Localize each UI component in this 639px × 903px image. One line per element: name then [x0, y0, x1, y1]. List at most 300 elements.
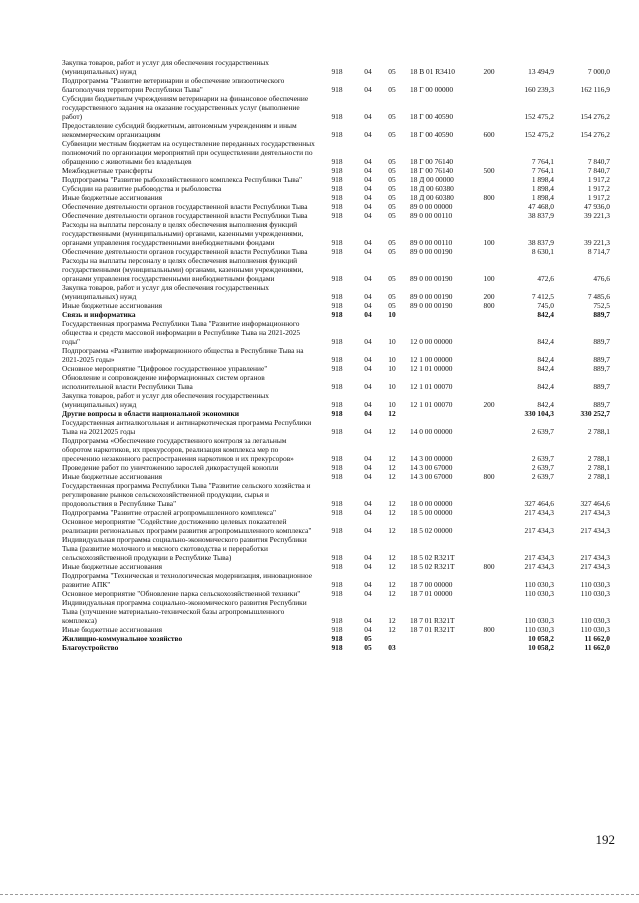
row-rz: 04 — [364, 310, 372, 319]
row-pr: 12 — [388, 616, 396, 625]
row-vr: 600 — [483, 130, 495, 139]
table-row — [62, 481, 610, 508]
row-amount-2022: 162 116,9 — [580, 85, 610, 94]
row-rz: 04 — [364, 130, 372, 139]
row-name: Подпрограмма "Техническая и технологическая модернизация, инновационное развитие АПК" — [62, 571, 312, 589]
row-gr: 918 — [331, 472, 343, 481]
table-row — [62, 193, 610, 202]
row-rz: 04 — [364, 526, 372, 535]
row-pr: 12 — [388, 472, 396, 481]
row-gr: 918 — [331, 427, 343, 436]
row-pr: 10 — [388, 364, 396, 373]
table-row — [62, 76, 610, 94]
table-row — [62, 517, 610, 535]
row-amount-2021: 217 434,3 — [524, 526, 554, 535]
table-row — [62, 598, 610, 625]
row-gr: 918 — [331, 337, 343, 346]
row-rz: 04 — [364, 580, 372, 589]
row-rz: 04 — [364, 409, 372, 418]
row-amount-2021: 842,4 — [537, 382, 554, 391]
row-csr: 12 1 00 00000 — [410, 355, 453, 364]
table-row — [62, 418, 610, 436]
row-amount-2021: 1 898,4 — [531, 184, 554, 193]
row-vr: 200 — [483, 67, 495, 76]
row-amount-2022: 2 788,1 — [587, 463, 610, 472]
row-amount-2021: 7 764,1 — [531, 157, 554, 166]
table-row — [62, 175, 610, 184]
row-pr: 12 — [388, 454, 396, 463]
row-csr: 89 0 00 00000 — [410, 202, 453, 211]
table-row — [62, 58, 610, 76]
row-rz: 04 — [364, 454, 372, 463]
row-csr: 18 Г 00 40590 — [410, 130, 454, 139]
table-row — [62, 247, 610, 256]
row-csr: 18 Г 00 00000 — [410, 85, 454, 94]
table-row — [62, 463, 610, 472]
row-gr: 918 — [331, 355, 343, 364]
row-rz: 04 — [364, 508, 372, 517]
row-amount-2021: 842,4 — [537, 310, 554, 319]
row-pr: 05 — [388, 112, 396, 121]
row-gr: 918 — [331, 166, 343, 175]
row-amount-2022: 889,7 — [593, 310, 610, 319]
row-gr: 918 — [331, 643, 343, 652]
row-csr: 18 Г 00 76140 — [410, 157, 454, 166]
row-amount-2022: 110 030,3 — [580, 616, 610, 625]
row-name: Субсидии бюджетным учреждениям ветеринарии на финансовое обеспечение государственного задания на оказание государственных услуг (выполнение работ) — [62, 94, 309, 121]
table-row — [62, 571, 610, 589]
row-pr: 10 — [388, 382, 396, 391]
row-vr: 800 — [483, 301, 495, 310]
row-gr: 918 — [331, 499, 343, 508]
row-amount-2021: 330 104,3 — [524, 409, 554, 418]
table-row — [62, 562, 610, 571]
row-gr: 918 — [331, 85, 343, 94]
row-csr: 18 5 02 R321Т — [410, 562, 455, 571]
row-rz: 04 — [364, 427, 372, 436]
row-csr: 18 5 02 R321Т — [410, 553, 455, 562]
row-amount-2021: 152 475,2 — [524, 112, 554, 121]
row-rz: 04 — [364, 211, 372, 220]
row-amount-2021: 110 030,3 — [524, 625, 554, 634]
row-name: Благоустройство — [62, 643, 119, 652]
row-pr: 05 — [388, 211, 396, 220]
row-rz: 04 — [364, 625, 372, 634]
row-rz: 04 — [364, 67, 372, 76]
row-rz: 04 — [364, 85, 372, 94]
row-csr: 14 3 00 67000 — [410, 463, 453, 472]
row-pr: 05 — [388, 202, 396, 211]
row-pr: 12 — [388, 427, 396, 436]
row-amount-2022: 1 917,2 — [587, 175, 610, 184]
table-row — [62, 319, 610, 346]
row-amount-2022: 889,7 — [593, 355, 610, 364]
row-name: Основное мероприятие "Цифровое государственное управление" — [62, 364, 268, 373]
row-gr: 918 — [331, 193, 343, 202]
row-pr: 05 — [388, 292, 396, 301]
row-pr: 12 — [388, 625, 396, 634]
row-gr: 918 — [331, 202, 343, 211]
row-amount-2021: 47 468,0 — [528, 202, 554, 211]
row-amount-2022: 217 434,3 — [580, 526, 610, 535]
table-row — [62, 346, 610, 364]
row-csr: 18 7 00 00000 — [410, 580, 453, 589]
row-amount-2022: 2 788,1 — [587, 427, 610, 436]
row-name: Закупка товаров, работ и услуг для обеспечения государственных (муниципальных) нужд — [62, 391, 269, 409]
row-rz: 04 — [364, 166, 372, 175]
row-gr: 918 — [331, 400, 343, 409]
row-amount-2022: 7 840,7 — [587, 166, 610, 175]
table-row — [62, 373, 610, 391]
row-amount-2022: 217 434,3 — [580, 508, 610, 517]
row-rz: 04 — [364, 247, 372, 256]
row-gr: 918 — [331, 157, 343, 166]
row-pr: 12 — [388, 508, 396, 517]
footer-divider — [0, 894, 639, 895]
row-rz: 04 — [364, 175, 372, 184]
row-amount-2021: 7 764,1 — [531, 166, 554, 175]
row-name: Связь и информатика — [62, 310, 136, 319]
table-row — [62, 643, 610, 652]
table-row — [62, 301, 610, 310]
table-row — [62, 391, 610, 409]
table-row — [62, 121, 610, 139]
row-rz: 04 — [364, 238, 372, 247]
row-amount-2021: 1 898,4 — [531, 193, 554, 202]
row-vr: 800 — [483, 562, 495, 571]
row-pr: 05 — [388, 130, 396, 139]
table-row — [62, 283, 610, 301]
row-name: Подпрограмма «Развитие информационного общества в Республике Тыва на 2021-2025 годы» — [62, 346, 304, 364]
row-name: Закупка товаров, работ и услуг для обеспечения государственных (муниципальных) нужд — [62, 58, 269, 76]
row-gr: 918 — [331, 130, 343, 139]
row-name: Обновление и сопровождение информационных систем органов исполнительной власти Республики Тыва — [62, 373, 265, 391]
row-name: Обеспечение деятельности органов государственной власти Республики Тыва — [62, 211, 308, 220]
row-gr: 918 — [331, 184, 343, 193]
row-amount-2022: 7 485,6 — [587, 292, 610, 301]
row-pr: 10 — [388, 400, 396, 409]
row-gr: 918 — [331, 112, 343, 121]
row-rz: 04 — [364, 463, 372, 472]
row-csr: 18 Д 00 60380 — [410, 193, 454, 202]
row-name: Субсидии на развитие рыбоводства и рыболовства — [62, 184, 222, 193]
row-pr: 12 — [388, 562, 396, 571]
row-amount-2022: 110 030,3 — [580, 625, 610, 634]
row-rz: 04 — [364, 382, 372, 391]
row-amount-2021: 38 837,9 — [528, 238, 554, 247]
row-name: Подпрограмма "Развитие ветеринарии и обеспечение эпизоотического благополучия территории Республики Тыва" — [62, 76, 285, 94]
row-gr: 918 — [331, 589, 343, 598]
table-row — [62, 472, 610, 481]
row-rz: 04 — [364, 499, 372, 508]
row-amount-2022: 327 464,6 — [580, 499, 610, 508]
row-pr: 12 — [388, 580, 396, 589]
row-csr: 18 7 01 R321Т — [410, 616, 455, 625]
row-amount-2021: 2 639,7 — [531, 454, 554, 463]
row-gr: 918 — [331, 409, 343, 418]
table-row — [62, 364, 610, 373]
row-amount-2021: 110 030,3 — [524, 589, 554, 598]
row-name: Иные бюджетные ассигнования — [62, 472, 163, 481]
row-gr: 918 — [331, 562, 343, 571]
row-gr: 918 — [331, 247, 343, 256]
table-row — [62, 508, 610, 517]
row-gr: 918 — [331, 526, 343, 535]
row-gr: 918 — [331, 364, 343, 373]
row-amount-2022: 154 276,2 — [580, 112, 610, 121]
row-rz: 05 — [364, 643, 372, 652]
row-pr: 05 — [388, 166, 396, 175]
row-name: Другие вопросы в области национальной экономики — [62, 409, 240, 418]
row-amount-2022: 330 252,7 — [580, 409, 610, 418]
row-gr: 918 — [331, 634, 343, 643]
row-pr: 12 — [388, 526, 396, 535]
row-rz: 04 — [364, 184, 372, 193]
row-name: Проведение работ по уничтожению зарослей дикорастущей конопли — [62, 463, 279, 472]
row-amount-2021: 10 058,2 — [528, 634, 554, 643]
row-pr: 12 — [388, 463, 396, 472]
row-gr: 918 — [331, 616, 343, 625]
row-rz: 04 — [364, 562, 372, 571]
row-pr: 05 — [388, 274, 396, 283]
row-csr: 18 Г 00 76140 — [410, 166, 454, 175]
table-row — [62, 409, 610, 418]
table-row — [62, 139, 610, 166]
row-csr: 18 5 00 00000 — [410, 508, 453, 517]
row-name: Субвенции местным бюджетам на осуществление переданных государственных полномочий по организации мероприятий при осуществлении деятельности по обращению с животными без владельцев — [62, 139, 315, 166]
row-amount-2021: 2 639,7 — [531, 427, 554, 436]
row-name: Подпрограмма "Развитие отраслей агропромышленного комплекса" — [62, 508, 277, 517]
row-csr: 18 7 01 R321Т — [410, 625, 455, 634]
row-name: Иные бюджетные ассигнования — [62, 625, 163, 634]
table-row — [62, 310, 610, 319]
row-csr: 14 3 00 00000 — [410, 454, 453, 463]
row-amount-2021: 1 898,4 — [531, 175, 554, 184]
row-vr: 200 — [483, 400, 495, 409]
row-amount-2022: 1 917,2 — [587, 184, 610, 193]
row-amount-2022: 889,7 — [593, 382, 610, 391]
row-amount-2021: 13 494,9 — [528, 67, 554, 76]
row-amount-2022: 889,7 — [593, 364, 610, 373]
row-amount-2022: 1 917,2 — [587, 193, 610, 202]
row-amount-2022: 7 000,0 — [587, 67, 610, 76]
row-pr: 05 — [388, 85, 396, 94]
row-amount-2021: 217 434,3 — [524, 508, 554, 517]
row-amount-2021: 842,4 — [537, 400, 554, 409]
row-amount-2022: 2 788,1 — [587, 454, 610, 463]
row-gr: 918 — [331, 211, 343, 220]
row-pr: 10 — [388, 310, 396, 319]
table-row — [62, 436, 610, 463]
row-name: Расходы на выплаты персоналу в целях обеспечения выполнения функций государственными (муниципальными) органами, казенными учреждениями, органами управления государственными внебюджетными фондами — [62, 220, 304, 247]
row-gr: 918 — [331, 508, 343, 517]
row-amount-2021: 8 630,1 — [531, 247, 554, 256]
row-pr: 05 — [388, 184, 396, 193]
row-vr: 200 — [483, 292, 495, 301]
row-csr: 89 0 00 00190 — [410, 247, 453, 256]
row-amount-2022: 154 276,2 — [580, 130, 610, 139]
row-rz: 04 — [364, 193, 372, 202]
row-amount-2021: 327 464,6 — [524, 499, 554, 508]
row-gr: 918 — [331, 310, 343, 319]
row-rz: 04 — [364, 589, 372, 598]
row-amount-2021: 472,6 — [537, 274, 554, 283]
row-name: Основное мероприятие "Обновление парка сельскохозяйственной техники" — [62, 589, 301, 598]
row-csr: 12 1 01 00070 — [410, 400, 453, 409]
row-amount-2022: 889,7 — [593, 400, 610, 409]
row-pr: 05 — [388, 175, 396, 184]
row-name: Государственная антиалкогольная и антинаркотическая программа Республики Тыва на 20212025 годы — [62, 418, 312, 436]
table-row — [62, 256, 610, 283]
row-gr: 918 — [331, 580, 343, 589]
row-amount-2021: 842,4 — [537, 364, 554, 373]
table-row — [62, 94, 610, 121]
row-pr: 05 — [388, 247, 396, 256]
row-amount-2021: 745,0 — [537, 301, 554, 310]
row-gr: 918 — [331, 175, 343, 184]
table-row — [62, 202, 610, 211]
row-amount-2022: 11 662,0 — [584, 634, 610, 643]
row-amount-2022: 47 936,0 — [584, 202, 610, 211]
row-rz: 04 — [364, 364, 372, 373]
row-name: Иные бюджетные ассигнования — [62, 562, 163, 571]
budget-table — [62, 58, 610, 652]
row-gr: 918 — [331, 553, 343, 562]
row-pr: 10 — [388, 337, 396, 346]
row-rz: 04 — [364, 202, 372, 211]
row-amount-2021: 160 239,3 — [524, 85, 554, 94]
row-amount-2022: 11 662,0 — [584, 643, 610, 652]
row-gr: 918 — [331, 463, 343, 472]
row-vr: 500 — [483, 166, 495, 175]
row-gr: 918 — [331, 67, 343, 76]
row-amount-2022: 217 434,3 — [580, 562, 610, 571]
table-row — [62, 166, 610, 175]
row-vr: 800 — [483, 625, 495, 634]
row-rz: 04 — [364, 157, 372, 166]
row-amount-2021: 2 639,7 — [531, 463, 554, 472]
row-gr: 918 — [331, 301, 343, 310]
row-amount-2021: 10 058,2 — [528, 643, 554, 652]
row-name: Межбюджетные трансферты — [62, 166, 153, 175]
row-csr: 14 0 00 00000 — [410, 427, 453, 436]
row-name: Подпрограмма «Обеспечение государственного контроля за легальным оборотом наркотиков, их прекурсоров, реализация комплекса мер по пресечению незаконного распространения наркотиков и их прекурсоров» — [62, 436, 294, 463]
row-rz: 04 — [364, 553, 372, 562]
row-csr: 18 5 02 00000 — [410, 526, 453, 535]
row-amount-2022: 39 221,3 — [584, 211, 610, 220]
row-amount-2021: 110 030,3 — [524, 616, 554, 625]
row-pr: 05 — [388, 67, 396, 76]
row-csr: 18 Д 00 00000 — [410, 175, 454, 184]
row-vr: 100 — [483, 274, 495, 283]
table-row — [62, 220, 610, 247]
table-row — [62, 589, 610, 598]
row-pr: 05 — [388, 301, 396, 310]
row-csr: 18 0 00 00000 — [410, 499, 453, 508]
row-amount-2022: 889,7 — [593, 337, 610, 346]
row-name: Обеспечение деятельности органов государственной власти Республики Тыва — [62, 202, 308, 211]
row-amount-2021: 7 412,5 — [531, 292, 554, 301]
table-row — [62, 211, 610, 220]
row-amount-2022: 217 434,3 — [580, 553, 610, 562]
row-csr: 89 0 00 00190 — [410, 274, 453, 283]
row-name: Подпрограмма "Развитие рыбохозяйственного комплекса Республики Тыва" — [62, 175, 302, 184]
row-gr: 918 — [331, 292, 343, 301]
row-gr: 918 — [331, 382, 343, 391]
row-gr: 918 — [331, 454, 343, 463]
row-pr: 12 — [388, 409, 396, 418]
row-rz: 04 — [364, 337, 372, 346]
row-csr: 89 0 00 00110 — [410, 211, 453, 220]
row-csr: 12 0 00 00000 — [410, 337, 453, 346]
table-row — [62, 184, 610, 193]
row-name: Предоставление субсидий бюджетным, автономным учреждениям и иным некоммерческим организациям — [62, 121, 297, 139]
row-csr: 18 7 01 00000 — [410, 589, 453, 598]
row-amount-2022: 2 788,1 — [587, 472, 610, 481]
row-csr: 18 Д 00 60380 — [410, 184, 454, 193]
row-amount-2021: 217 434,3 — [524, 562, 554, 571]
row-name: Государственная программа Республики Тыва "Развитие информационного общества и средств массовой информации в Республике Тыва на 2021-2025 годы" — [62, 319, 301, 346]
row-pr: 05 — [388, 238, 396, 247]
row-pr: 12 — [388, 553, 396, 562]
row-gr: 918 — [331, 238, 343, 247]
row-name: Индивидуальная программа социально-экономического развития Республики Тыва (развитие молочного и мясного скотоводства и переработки сельскохозяйственной продукции в Республике Тыва) — [62, 535, 307, 562]
row-rz: 04 — [364, 400, 372, 409]
row-name: Иные бюджетные ассигнования — [62, 193, 163, 202]
row-amount-2022: 752,5 — [593, 301, 610, 310]
row-gr: 918 — [331, 274, 343, 283]
row-amount-2021: 2 639,7 — [531, 472, 554, 481]
row-pr: 12 — [388, 589, 396, 598]
row-gr: 918 — [331, 625, 343, 634]
row-rz: 04 — [364, 292, 372, 301]
row-csr: 89 0 00 00190 — [410, 301, 453, 310]
row-csr: 14 3 00 67000 — [410, 472, 453, 481]
row-rz: 04 — [364, 274, 372, 283]
row-amount-2021: 152 475,2 — [524, 130, 554, 139]
row-amount-2021: 110 030,3 — [524, 580, 554, 589]
row-amount-2021: 842,4 — [537, 355, 554, 364]
row-amount-2022: 476,6 — [593, 274, 610, 283]
row-amount-2021: 217 434,3 — [524, 553, 554, 562]
row-pr: 12 — [388, 499, 396, 508]
row-name: Расходы на выплаты персоналу в целях обеспечения выполнения функций государственными (муниципальными) органами, казенными учреждениями, органами управления государственными внебюджетными фондами — [62, 256, 304, 283]
row-amount-2022: 39 221,3 — [584, 238, 610, 247]
row-name: Закупка товаров, работ и услуг для обеспечения государственных (муниципальных) нужд — [62, 283, 269, 301]
row-rz: 04 — [364, 355, 372, 364]
row-csr: 12 1 01 00000 — [410, 364, 453, 373]
row-pr: 03 — [388, 643, 396, 652]
row-name: Основное мероприятие "Содействие достижению целевых показателей реализации региональных программ развития агропромышленного комплекса" — [62, 517, 312, 535]
row-vr: 100 — [483, 238, 495, 247]
row-csr: 12 1 01 00070 — [410, 382, 453, 391]
row-amount-2022: 8 714,7 — [587, 247, 610, 256]
row-amount-2021: 38 837,9 — [528, 211, 554, 220]
row-amount-2022: 7 840,7 — [587, 157, 610, 166]
table-row — [62, 625, 610, 634]
table-row — [62, 634, 610, 643]
row-vr: 800 — [483, 472, 495, 481]
row-csr: 89 0 00 00110 — [410, 238, 453, 247]
row-csr: 89 0 00 00190 — [410, 292, 453, 301]
row-rz: 04 — [364, 616, 372, 625]
row-rz: 04 — [364, 112, 372, 121]
row-name: Индивидуальная программа социально-экономического развития Республики Тыва (улучшение материально-технической базы агропромышленного комплекса) — [62, 598, 307, 625]
row-amount-2022: 110 030,3 — [580, 589, 610, 598]
row-csr: 18 В 01 R3410 — [410, 67, 455, 76]
row-pr: 05 — [388, 157, 396, 166]
row-rz: 04 — [364, 472, 372, 481]
